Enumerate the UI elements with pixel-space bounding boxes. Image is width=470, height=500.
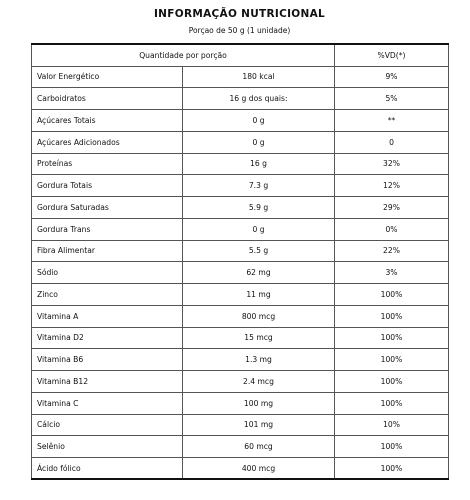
nutrient-daily-value: 100%: [335, 349, 449, 371]
nutrient-amount: 60 mcg: [183, 436, 335, 458]
nutrient-amount: 0 g: [183, 110, 335, 132]
nutrient-daily-value: 32%: [335, 153, 449, 175]
nutrient-name: Vitamina B12: [32, 371, 183, 393]
nutrient-amount: 5.5 g: [183, 240, 335, 262]
nutrient-amount: 800 mcg: [183, 305, 335, 327]
nutrient-name: Gordura Trans: [32, 218, 183, 240]
nutrient-daily-value: 100%: [335, 458, 449, 480]
nutrient-amount: 101 mg: [183, 414, 335, 436]
table-row: [32, 349, 449, 371]
table-row: [32, 305, 449, 327]
table-row: [32, 284, 449, 306]
table-row: [32, 240, 449, 262]
nutrient-name: Sódio: [32, 262, 183, 284]
table-row: [32, 436, 449, 458]
nutrient-daily-value: 5%: [335, 88, 449, 110]
nutrient-daily-value: **: [335, 110, 449, 132]
nutrient-daily-value: 29%: [335, 197, 449, 219]
nutrient-name: Zinco: [32, 284, 183, 306]
nutrient-name: Vitamina A: [32, 305, 183, 327]
nutrient-daily-value: 9%: [335, 66, 449, 88]
table-row: [32, 458, 449, 480]
nutrient-name: Açúcares Totais: [32, 110, 183, 132]
table-row: [32, 131, 449, 153]
nutrient-daily-value: 100%: [335, 284, 449, 306]
nutrient-daily-value: 100%: [335, 371, 449, 393]
table-row: [32, 197, 449, 219]
nutrient-name: Ácido fólico: [32, 458, 183, 480]
nutrient-daily-value: 100%: [335, 392, 449, 414]
nutrient-name: Gordura Saturadas: [32, 197, 183, 219]
table-row: [32, 371, 449, 393]
nutrient-amount: 2.4 mcg: [183, 371, 335, 393]
nutrient-daily-value: 0%: [335, 218, 449, 240]
nutrient-daily-value: 12%: [335, 175, 449, 197]
nutrient-name: Proteínas: [32, 153, 183, 175]
serving-size: Porçao de 50 g (1 unidade): [188, 26, 291, 35]
nutrient-daily-value: 3%: [335, 262, 449, 284]
nutrient-name: Gordura Totais: [32, 175, 183, 197]
nutrient-daily-value: 22%: [335, 240, 449, 262]
nutrient-daily-value: 100%: [335, 305, 449, 327]
table-row: [32, 153, 449, 175]
nutrient-amount: 180 kcal: [183, 66, 335, 88]
nutrient-name: Vitamina B6: [32, 349, 183, 371]
column-header-daily-value: %VD(*): [335, 44, 449, 66]
nutrient-name: Vitamina D2: [32, 327, 183, 349]
nutrient-amount: 0 g: [183, 131, 335, 153]
table-row: [32, 175, 449, 197]
nutrient-amount: 15 mcg: [183, 327, 335, 349]
table-header-row: [32, 44, 449, 66]
nutrient-daily-value: 0: [335, 131, 449, 153]
nutrient-amount: 7.3 g: [183, 175, 335, 197]
nutrient-name: Cálcio: [32, 414, 183, 436]
table-row: [32, 392, 449, 414]
nutrient-amount: 5.9 g: [183, 197, 335, 219]
nutrient-daily-value: 10%: [335, 414, 449, 436]
nutrient-amount: 100 mg: [183, 392, 335, 414]
nutrient-amount: 0 g: [183, 218, 335, 240]
page-title: INFORMAÇÃO NUTRICIONAL: [153, 8, 326, 20]
nutrient-name: Carboidratos: [32, 88, 183, 110]
table-row: [32, 262, 449, 284]
column-header-quantity: Quantidade por porção: [32, 44, 335, 66]
nutrient-name: Açúcares Adicionados: [32, 131, 183, 153]
nutrient-name: Selênio: [32, 436, 183, 458]
table-row: [32, 218, 449, 240]
nutrient-name: Fibra Alimentar: [32, 240, 183, 262]
nutrient-amount: 11 mg: [183, 284, 335, 306]
table-row: [32, 110, 449, 132]
nutrient-daily-value: 100%: [335, 436, 449, 458]
nutrient-amount: 1.3 mg: [183, 349, 335, 371]
table-row: [32, 66, 449, 88]
nutrient-amount: 16 g dos quais:: [183, 88, 335, 110]
nutrition-table: [31, 43, 449, 480]
table-row: [32, 88, 449, 110]
table-row: [32, 327, 449, 349]
nutrition-facts-panel: [31, 0, 448, 500]
nutrient-name: Vitamina C: [32, 392, 183, 414]
table-row: [32, 414, 449, 436]
nutrient-amount: 62 mg: [183, 262, 335, 284]
nutrient-name: Valor Energético: [32, 66, 183, 88]
nutrient-amount: 400 mcg: [183, 458, 335, 480]
nutrient-amount: 16 g: [183, 153, 335, 175]
nutrient-daily-value: 100%: [335, 327, 449, 349]
